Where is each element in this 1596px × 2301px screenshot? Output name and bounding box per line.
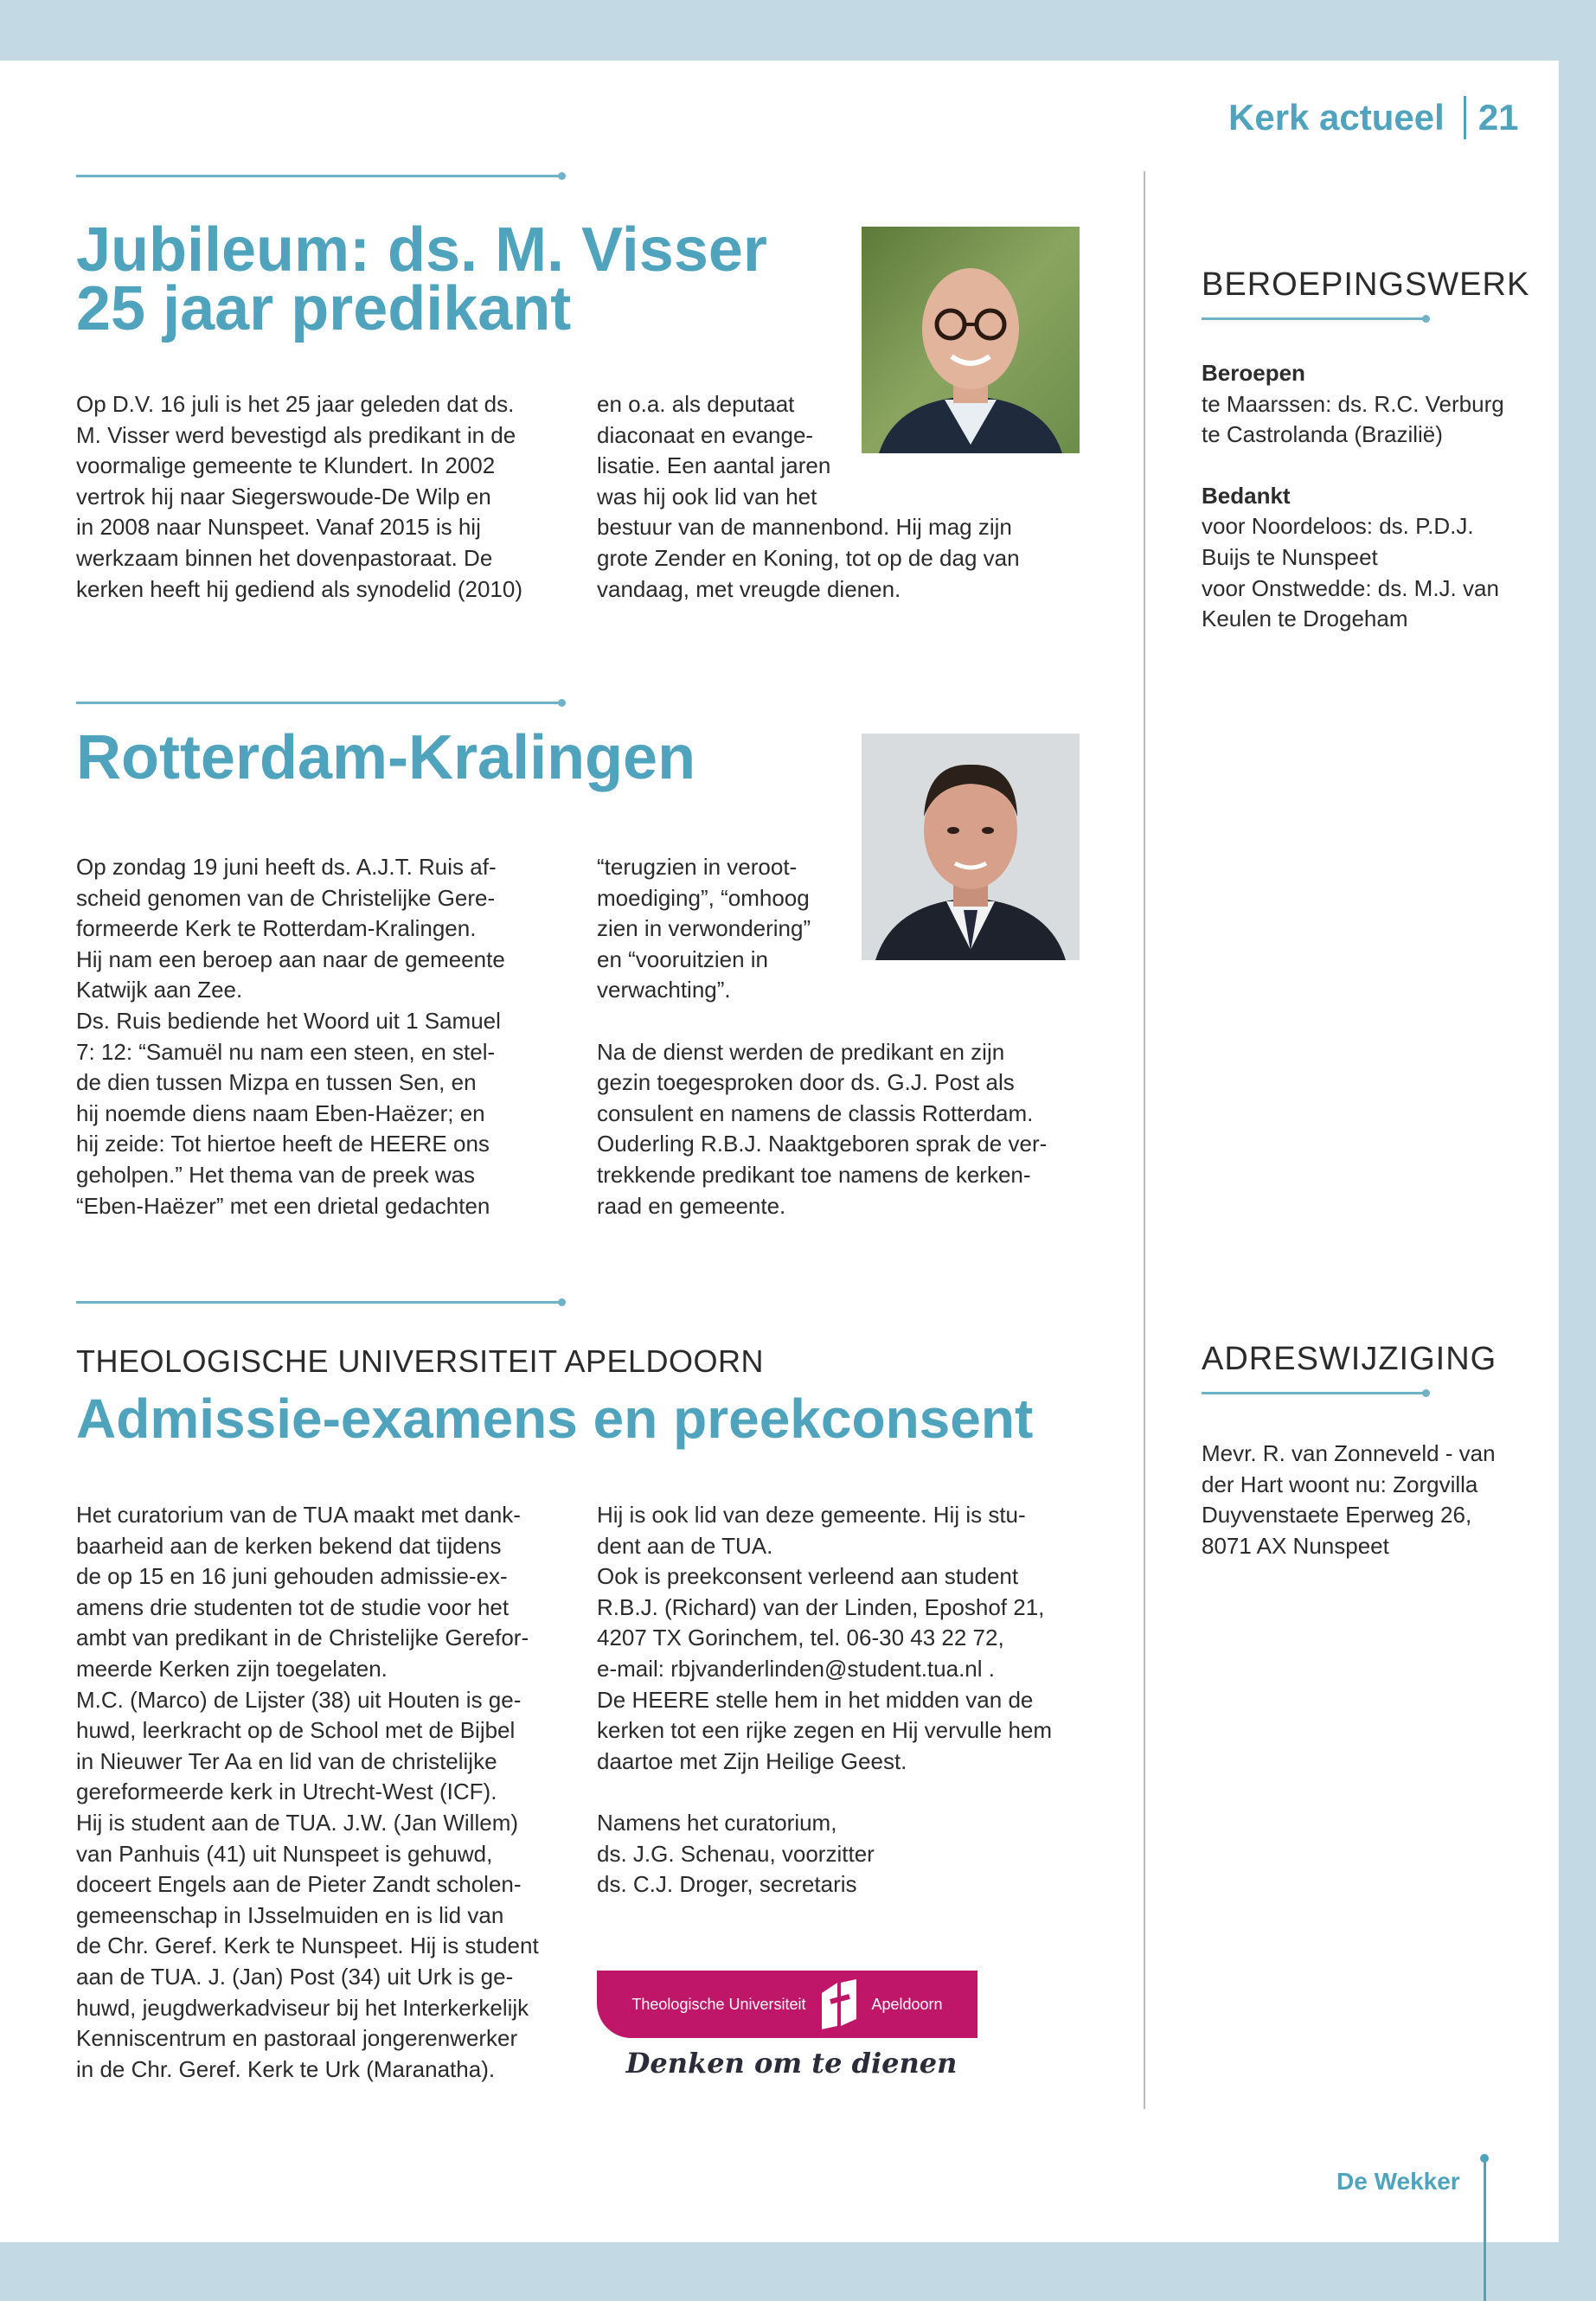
page-number: 21 [1477, 97, 1519, 138]
sidebar1-body [1202, 358, 1548, 635]
article1-rule [76, 175, 562, 177]
article1-title-line2: 25 jaar predikant [76, 274, 572, 343]
footer-dot [1480, 2154, 1489, 2163]
article1-col2: en o.a. als deputaat diaconaat en evange- lisatie. Een aantal jaren was hij ook lid van het bestuur van de mannenbond. Hij mag zijn grote Zender en Koning, tot op de dag van vandaag, met vreugde dienen. [597, 391, 1020, 602]
tua-book-icon [818, 1976, 860, 2033]
sidebar1-text1: te Maarssen: ds. R.C. Verburg te Castrolanda (Brazilië) [1202, 390, 1504, 448]
sidebar2-rule [1202, 1392, 1426, 1394]
article3-col1: Het curatorium van de TUA maakt met dank- baarheid aan de kerken bekend dat tijdens de op 15 en 16 juni gehouden admissie-ex- amens drie studenten tot de studie voor het ambt van predikant in de Christelijke Gerefor- meerde Kerken zijn toegelaten. M.C. (Marco) de Lijster (38) uit Houten is ge- huwd, leerkracht op de School met de Bijbel in Nieuwer Ter Aa en lid van de christelijke gereformeerde kerk in Utrecht-West (ICF). Hij is student aan de TUA. J.W. (Jan Willem) van Panhuis (41) uit Nunspeet is gehuwd, doceert Engels aan de Pieter Zandt scholen- gemeenschap in IJsselmuiden en is lid van de Chr. Geref. Kerk te Nunspeet. Hij is student aan de TUA. J. (Jan) Post (34) uit Urk is ge- huwd, jeugdwerkadviseur bij het Interkerkelijk Kenniscentrum en pastoraal jongerenwerker in de Chr. Geref. Kerk te Urk (Maranatha). [76, 1502, 539, 2082]
tua-logo-right: Apeldoorn [871, 1995, 943, 2013]
sidebar2-title: ADRESWIJZIGING [1202, 1341, 1497, 1377]
tua-tagline: Denken om te dienen [625, 2047, 958, 2080]
sidebar1-label1: Beroepen [1202, 360, 1305, 386]
article1-title [76, 215, 767, 343]
article1-col1: Op D.V. 16 juli is het 25 jaar geleden dat ds. M. Visser werd bevestigd als predikant in de voormalige gemeente te Klundert. In 2002 vertrok hij naar Siegerswoude-De Wilp en in 2008 naar Nunspeet. Vanaf 2015 is hij werkzaam binnen het dovenpastoraat. De kerken heeft hij gediend als synodelid (2010) [76, 391, 523, 602]
footer-line [1484, 2157, 1486, 2301]
article2-col2: “terugzien in veroot- moediging”, “omhoog zien in verwondering” en “vooruitzien in verwachting”. Na de dienst werden de predikant en zijn gezin toegesproken door ds. G.J. Post als consulent en namens de classis Rotterdam. Ouderling R.B.J. Naaktgeboren sprak de ver- trekkende predikant toe namens de kerken- raad en gemeente. [597, 854, 1048, 1219]
article2-title: Rotterdam-Kralingen [76, 723, 696, 792]
article1-title-line1: Jubileum: ds. M. Visser [76, 215, 767, 285]
tua-logo-left: Theologische Universiteit [631, 1995, 806, 2013]
sidebar2-text: Mevr. R. van Zonneveld - van der Hart woont nu: Zorgvilla Duyvenstaete Eperweg 26, 8071 AX Nunspeet [1202, 1440, 1496, 1559]
running-header [1228, 93, 1519, 142]
tua-logo [597, 1971, 977, 2038]
article2-rule [76, 702, 562, 704]
article3-title: Admissie-examens en preekconsent [76, 1388, 1034, 1450]
article3-kicker: THEOLOGISCHE UNIVERSITEIT APELDOORN [76, 1343, 764, 1379]
section-title: Kerk actueel [1228, 97, 1445, 138]
sidebar1-label2: Bedankt [1202, 482, 1291, 509]
sidebar1-title: BEROEPINGSWERK [1202, 266, 1530, 303]
column-divider [1144, 171, 1145, 2109]
article3-col2: Hij is ook lid van deze gemeente. Hij is stu- dent aan de TUA. Ook is preekconsent verleend aan student R.B.J. (Richard) van der Linden, Eposhof 21, 4207 TX Gorinchem, tel. 06-30 43 22 72, e-mail: rbjvanderlinden@student.tua.nl . De HEERE stelle hem in het midden van de kerken tot een rijke zegen en Hij vervulle hem daartoe met Zijn Heilige Geest. Namens het curatorium, ds. J.G. Schenau, voorzitter ds. C.J. Droger, secretaris [597, 1502, 1053, 1898]
article2-col1: Op zondag 19 juni heeft ds. A.J.T. Ruis af- scheid genomen van de Christelijke Gere- formeerde Kerk te Rotterdam-Kralingen. Hij nam een beroep aan naar de gemeente Katwijk aan Zee. Ds. Ruis bediende het Woord uit 1 Samuel 7: 12: “Samuël nu nam een steen, en stel- de dien tussen Mizpa en tussen Sen, en hij noemde diens naam Eben-Haëzer; en hij zeide: Tot hiertoe heeft de HEERE ons geholpen.” Het thema van de preek was “Eben-Haëzer” met een drietal gedachten [76, 854, 505, 1219]
sidebar1-text2: voor Noordeloos: ds. P.D.J. Buijs te Nunspeet voor Onstwedde: ds. M.J. van Keulen te Drogeham [1202, 513, 1499, 632]
sidebar1-rule [1202, 317, 1426, 320]
article3-rule [76, 1301, 562, 1304]
footer-magazine: De Wekker [1336, 2168, 1460, 2195]
header-divider [1464, 96, 1466, 139]
